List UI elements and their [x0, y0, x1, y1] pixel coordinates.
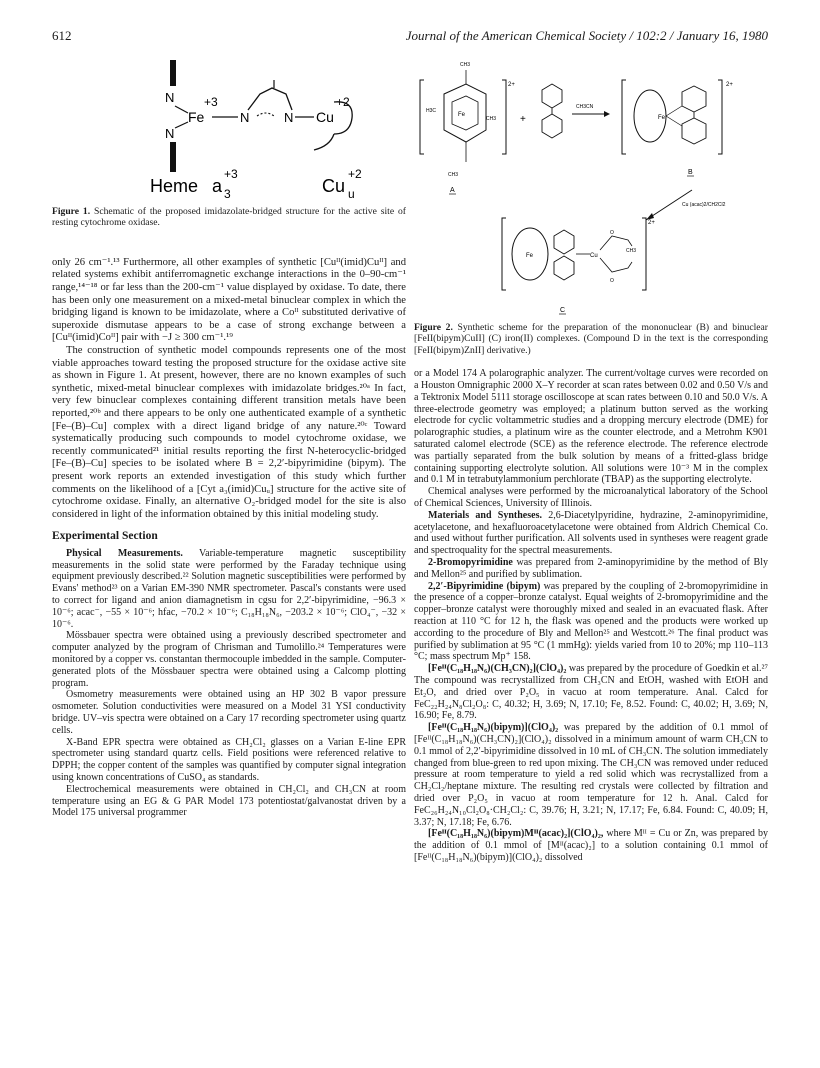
- paragraph-text: was prepared by the addition of 0.1 mmol of [Feᴵᴵ(C₁₈H₁₈N₆)(CH₃CN)₂](ClO₄)₂ dissolved in a minimum amount of warm CH₃CN to 0.1 mmol of 2,2′-bipyrimidine dissolved in 10 mL of CH₃CN. The solution immediately changed from blue-green to red upon mixing. The CH₃CN was removed under reduced pressure at room temperature to yield a red solid which was recrystallized from a CH₂Cl₂/heptane mixture. The resulting red crystals were collected by filtration and dried over P₂O₅ in vacuo at room temperature for 12 h. Anal. Calcd for FeC₂₆H₂₄N₁₀Cl₂O₈·CH₂Cl₂: C, 39.76; H, 3.21; N, 17.17; Fe, 6.84. Found: C, 40.09; H, 3.37; N, 17.18; Fe, 6.76.: [414, 722, 768, 828]
- run-in-heading: 2-Bromopyrimidine: [428, 556, 513, 568]
- compound-b: [622, 80, 733, 176]
- compound-a-h3c: H3C: [426, 108, 437, 114]
- page-number: 612: [52, 28, 72, 43]
- run-in-heading: 2,2′-Bipyrimidine (bipym): [428, 580, 541, 592]
- compound-c-o-bottom: O: [610, 278, 614, 284]
- figure-1-caption: [52, 206, 406, 229]
- figure-1-diagram: [52, 50, 406, 202]
- imidazole-ring: [248, 88, 292, 110]
- figure-2-caption-text: Synthetic scheme for the preparation of the mononuclear (B) and binuclear [FeII(bipym)CuII] (C) iron(II) complexes. (Compound D in the text is the corresponding [FeII(bipym)ZnII] derivative.): [414, 322, 768, 356]
- figure-2: [414, 50, 768, 356]
- compound-b-charge: 2+: [726, 82, 733, 88]
- run-in-heading: [Feᴵᴵ(C₁₈H₁₈N₆)(CH₃CN)₂](ClO₄)₂: [428, 663, 567, 675]
- n-top-label: N: [165, 90, 175, 105]
- figure-2-diagram: [414, 50, 768, 318]
- run-in-heading: Materials and Syntheses.: [428, 509, 542, 521]
- plus-sign: +: [520, 114, 526, 125]
- reagent-label: Cu (acac)2/CH2Cl2: [682, 202, 726, 208]
- paragraph-text: where Mᴵᴵ = Cu or Zn, was prepared by the addition of 0.1 mmol of [Mᴵᴵ(acac)₂] to a solution containing 0.1 mmol of [Feᴵᴵ(C₁₈H₁₈N₆)(bipym)](ClO₄)₂ dissolved: [414, 828, 768, 863]
- heme-bar-bottom: [170, 142, 176, 172]
- cuu-superscript: +2: [348, 167, 362, 181]
- body-paragraph: [414, 722, 768, 828]
- compound-a-me-bottom: CH3: [448, 172, 459, 178]
- figure-1-caption-label: Figure 1.: [52, 206, 91, 217]
- cuu-label: Cu: [322, 176, 346, 196]
- compound-c-cu: Cu: [590, 253, 598, 259]
- compound-c-charge: 2+: [648, 220, 655, 226]
- compound-c: [502, 218, 655, 314]
- heme-bar-top: [170, 60, 176, 86]
- run-in-heading: [Feᴵᴵ(C₁₈H₁₈N₆)(bipym)Mᴵᴵ(acac)₂](ClO₄)₂,: [428, 828, 604, 840]
- compound-c-ch3: CH3: [626, 248, 637, 254]
- run-in-heading: Physical Measurements.: [66, 547, 183, 559]
- n-left-label: N: [240, 110, 250, 125]
- compound-a: [420, 62, 515, 194]
- body-paragraph: The construction of synthetic model compounds represents one of the most viable approaches toward testing the proposed structure for the oxidase active site as shown in Figure 1. At present, however, there are no known examples of such synthetic, mixed-metal binuclear complexes with imidazolate bridges.²⁰ᵃ In fact, very few binuclear complexes containing different transition metals have been reported,²⁰ᵇ and there appears to be only one authenticated example of a synthetic [Fe–(B)–Cu] complex with a direct ligand bridge of any nature.²⁰ᶜ Toward systematically producing such compounds to model cytochrome oxidase, we recently communicated²¹ initial results reporting the first N-heterocyclic-bridged [Fe–(B)–Cu] species to be isolated where B = 2,2′-bipyrimidine (bipym). The present work reports an extended investigation of this study which further comments on the likelihood of a [Cyt a₃(imid)Cuᵤ] structure for the active site of cytochrome oxidase. Finally, an alternative O₂-bridged model for the site is also considered in light of the information obtained by this initial modeling study.: [52, 344, 406, 520]
- bipyrimidine-reagent: [542, 84, 562, 138]
- body-paragraph: or a Model 174 A polarographic analyzer. The current/voltage curves were recorded on a Houston Omnigraphic 2000 X–Y recorder at scan rates between 0.02 and 0.50 V/s and a Tektronix Model 5111 storage oscilloscope at scan rates between 0.10 and 50.0 V/s. A three-electrode geometry was employed; a platinum button served as the working electrode for cyclic voltammetric studies and a dropping mercury electrode (DME) for polarographic studies, a platinum wire as the counter electrode, and a Metrohm K901 saturated calomel electrode (SCE) as the reference electrode. The reference electrode was partially separated from the bulk solution by means of a fritted-glass bridge containing supporting electrolyte solution. All solutions were 10⁻³ M in the complex and 0.1 M in tetrabutylammonium perchlorate (TBAP) as the supporting electrolyte.: [414, 368, 768, 486]
- cuu-subscript: u: [348, 187, 355, 201]
- section-heading: Experimental Section: [52, 530, 158, 543]
- solvent-label: CH3CN: [576, 104, 594, 110]
- compound-c-label: C: [560, 307, 566, 314]
- compound-a-me-top: CH3: [460, 62, 471, 68]
- body-paragraph: [414, 557, 768, 581]
- fe-charge: +3: [204, 95, 218, 109]
- body-paragraph: [414, 581, 768, 664]
- run-in-heading: [Feᴵᴵ(C₁₈H₁₈N₆)(bipym)](ClO₄)₂: [428, 722, 559, 734]
- body-paragraph: Mössbauer spectra were obtained using a previously described spectrometer and computer analyzed by the program of Chrisman and Tumolillo.²⁴ Temperatures were monitored by a copper vs. constantan thermocouple imbedded in the sample. Computer-generated plots of the Mössbauer spectra were obtained using a Calcomp plotting program.: [52, 630, 406, 689]
- a3-superscript: +3: [224, 167, 238, 181]
- compound-a-label: A: [450, 187, 455, 194]
- cu-charge: +2: [336, 95, 350, 109]
- compound-b-label: B: [688, 169, 693, 176]
- body-paragraph: only 26 cm⁻¹.¹³ Furthermore, all other examples of synthetic [Cuᴵᴵ(imid)Cuᴵᴵ] and related systems exhibit antiferromagnetic exchange interactions in the 0–90-cm⁻¹ range,¹⁴⁻¹⁸ or far less than the 200-cm⁻¹ value displayed by oxidase. To date, there has been only one measurement on a mixed-metal binuclear complex in which the bridging ligand is known to be imidazolate, where a Coᴵᴵ substituted derivative of superoxide dismutase appears to be a case of strong exchange between a [Cuᴵᴵ(imid)Coᴵᴵ] pair with −J ≥ 300 cm⁻¹.¹⁹: [52, 256, 406, 344]
- compound-c-o-top: O: [610, 230, 614, 236]
- a3-subscript: 3: [224, 187, 231, 201]
- paragraph-text: Variable-temperature magnetic susceptibility measurements in the solid state were performed by the Faraday technique using equipment previously described.²² Solution magnetic susceptibilities were performed by Evans' method²³ on a Varian EM-390 NMR spectrometer. Pascal's constants were used to correct for ligand and anion diamagnetism in cgsu for 2,2′-bipyrimidine, −96.3 × 10⁻⁶; acac⁻, −55 × 10⁻⁶; hfac, −70.2 × 10⁻⁶; C₁₈H₁₈N₆, −203.2 × 10⁻⁶; ClO₄⁻, −32 × 10⁻⁶.: [52, 547, 406, 630]
- body-paragraph: Osmometry measurements were obtained using an HP 302 B vapor pressure osmometer. Solution conductivities were measured on a Model 31 YSI conductivity bridge. UV–vis spectra were obtained on a Cary 17 recording spectrometer using quartz cells.: [52, 689, 406, 736]
- body-paragraph: [414, 828, 768, 863]
- left-column: [52, 50, 406, 819]
- paragraph-text: was prepared by the procedure of Goedkin et al.²⁷ The compound was recrystallized from CH₃CN and EtOH, washed with EtOH and Et₂O, and dried over P₂O₅ in vacuo at room temperature. Anal. Calcd for FeC₂₂H₂₄N₈Cl₂O₈: C, 40.32; H, 3.69; N, 17.10; Fe, 8.52. Found: C, 40.02; H, 3.69; N, 16.90; Fe, 8.79.: [414, 663, 768, 722]
- n-right-label: N: [284, 110, 294, 125]
- figure-1: [52, 50, 406, 229]
- compound-a-ch3: CH3: [486, 116, 497, 122]
- body-paragraph: [52, 548, 406, 631]
- body-paragraph: [414, 510, 768, 557]
- body-paragraph: Electrochemical measurements were obtained in CH₂Cl₂ and CH₃CN at room temperature using an EG & G PAR Model 173 potentiostat/galvanostat driven by a Model 175 universal programmer: [52, 783, 406, 819]
- compound-c-fe: Fe: [526, 253, 534, 259]
- body-paragraph: X-Band EPR spectra were obtained as CH₂Cl₂ glasses on a Varian E-line EPR spectrometer using standard quartz cells. Field positions were referenced relative to DPPH; the copper content of the samples was quantified by computer signal integration using known concentrations of CuSO₄ as standards.: [52, 736, 406, 784]
- paragraph-text: was prepared by the coupling of 2-bromopyrimidine in the presence of a copper–bronze catalyst. Equal weights of 2-bromopyrimidine and the copper–bronze catalyst were thoroughly mixed and sealed in an evacuated flask. After reaction at 110 °C for 12 h, the flask was opened and the products were worked up according to the procedure of Bly and Mellon²⁵ and Westcott.²⁶ The final product was purified by sublimation at 95 °C (1 mmHg): yields varied from 10 to 20%; mp 110–113 °C; mass spectrum Mp⁺ 158.: [414, 580, 768, 663]
- figure-2-caption: [414, 322, 768, 356]
- body-paragraph: Chemical analyses were performed by the microanalytical laboratory of the School of Chemical Sciences, University of Illinois.: [414, 486, 768, 509]
- paragraph-text: was prepared from 2-aminopyrimidine by the method of Bly and Mellon²⁵ and purified by sublimation.: [414, 556, 768, 580]
- a3-label: a: [212, 176, 223, 196]
- fe-label: Fe: [188, 109, 205, 125]
- n-bottom-label: N: [165, 126, 175, 141]
- figure-2-caption-label: Figure 2.: [414, 322, 453, 333]
- right-column: [414, 50, 768, 864]
- running-header: [52, 28, 768, 46]
- paragraph-text: 2,6-Diacetylpyridine, hydrazine, 2-aminopyrimidine, acetylacetone, and hexafluoroacetylacetone were obtained from Aldrich Chemical Co. and used without further purification. All solvents used in syntheses were reagent grade and spectroquality for the spectral measurements.: [414, 509, 768, 557]
- body-paragraph: [414, 663, 768, 722]
- compound-b-fe: Fe: [658, 115, 666, 121]
- figure-1-caption-text: Schematic of the proposed imidazolate-bridged structure for the active site of resting cytochrome oxidase.: [52, 206, 406, 229]
- compound-a-charge: 2+: [508, 82, 515, 88]
- heme-label: Heme: [150, 176, 199, 196]
- cu-label: Cu: [316, 109, 334, 125]
- journal-citation: Journal of the American Chemical Society / 102:2 / January 16, 1980: [405, 28, 768, 43]
- compound-a-fe: Fe: [458, 112, 466, 118]
